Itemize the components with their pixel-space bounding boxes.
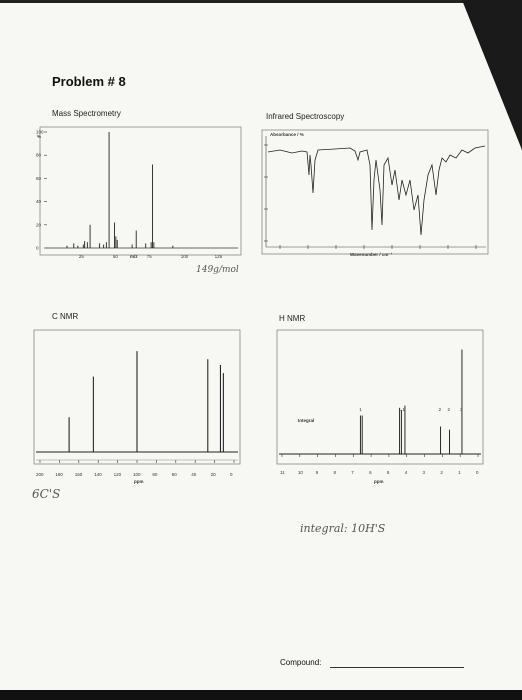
hnmr-integral-value: 1	[359, 407, 362, 412]
mass-spec-ytick-label: 40	[36, 199, 42, 205]
cnmr-x-label: ppm	[134, 479, 144, 484]
hnmr-integral-label: Integral	[298, 418, 315, 423]
hnmr-xtick-label: 10	[297, 470, 303, 475]
mass-spec-xtick-label: 25	[78, 254, 84, 259]
mass-spec-ytick-label: 0	[36, 245, 39, 251]
mass-note: 149g/mol	[196, 265, 239, 275]
hnmr-xtick-label: 0	[476, 470, 479, 475]
mass-spec-xtick-label: 75	[146, 254, 152, 259]
cnmr-xtick-label: 120	[113, 472, 122, 477]
page-title: Problem # 8	[52, 74, 126, 89]
hnmr-x-label: ppm	[374, 479, 384, 484]
hnmr-xtick-label: 5	[386, 470, 390, 475]
mass-spec-chart	[36, 127, 241, 259]
hnmr-xtick-label: 11	[280, 470, 285, 475]
compound-answer-line[interactable]	[330, 667, 464, 668]
cnmr-xtick-label: 180	[55, 472, 63, 477]
hnmr-chart	[277, 330, 483, 484]
cnmr-label: C NMR	[52, 312, 79, 321]
cnmr-xtick-label: 60	[171, 472, 177, 477]
hnmr-note: integral: 10H'S	[300, 522, 386, 535]
cnmr-xtick-label: 0	[230, 472, 233, 477]
mass-spec-ytick-label: 60	[36, 175, 42, 181]
cnmr-xtick-label: 80	[152, 472, 158, 477]
compound-label: Compound:	[280, 658, 322, 667]
cnmr-xtick-label: 140	[94, 472, 102, 477]
hnmr-xtick-label: 2	[440, 470, 443, 475]
mass-spec-ytick-label: 100	[36, 129, 44, 135]
mass-spec-ytick-label: 20	[36, 222, 42, 228]
mass-spec-label: Mass Spectrometry	[52, 109, 121, 118]
hnmr-xtick-label: 1	[458, 470, 461, 475]
mass-spec-xtick-label: 100	[180, 254, 189, 259]
hnmr-integral-value: 2	[438, 407, 442, 412]
mass-spec-y-unit: %	[37, 134, 42, 139]
hnmr-integral-value: 1 1	[398, 407, 405, 412]
cnmr-xtick-label: 200	[36, 472, 44, 477]
mass-spec-ytick-label: 80	[36, 152, 42, 158]
ir-trace	[268, 146, 485, 235]
cnmr-xtick-label: 40	[191, 472, 197, 477]
mass-spec-x-label: m/z	[130, 254, 138, 259]
cnmr-note: 6C'S	[32, 487, 61, 501]
hnmr-xtick-label: 3	[422, 470, 426, 475]
ir-x-label: Wavenumber / cm⁻¹	[350, 252, 393, 257]
hnmr-xtick-label: 6	[369, 470, 372, 475]
hnmr-integral-value: 3	[459, 407, 463, 412]
hnmr-xtick-label: 7	[351, 470, 354, 475]
hnmr-xtick-label: 8	[333, 470, 336, 475]
cnmr-xtick-label: 100	[133, 472, 141, 477]
cnmr-chart	[34, 330, 240, 484]
ir-y-label: Absorbance / %	[270, 132, 304, 137]
mass-spec-xtick-label: 125	[214, 254, 223, 259]
scan-bottom-edge	[0, 690, 522, 700]
hnmr-xtick-label: 4	[404, 470, 408, 475]
mass-spec-xtick-label: 50	[112, 254, 118, 259]
cnmr-xtick-label: 20	[210, 472, 216, 477]
cnmr-xtick-label: 160	[74, 472, 83, 477]
hnmr-integral-value: 2	[447, 407, 451, 412]
ir-chart	[262, 130, 488, 257]
hnmr-xtick-label: 9	[315, 470, 319, 475]
ir-label: Infrared Spectroscopy	[266, 112, 345, 121]
hnmr-label: H NMR	[279, 314, 306, 323]
